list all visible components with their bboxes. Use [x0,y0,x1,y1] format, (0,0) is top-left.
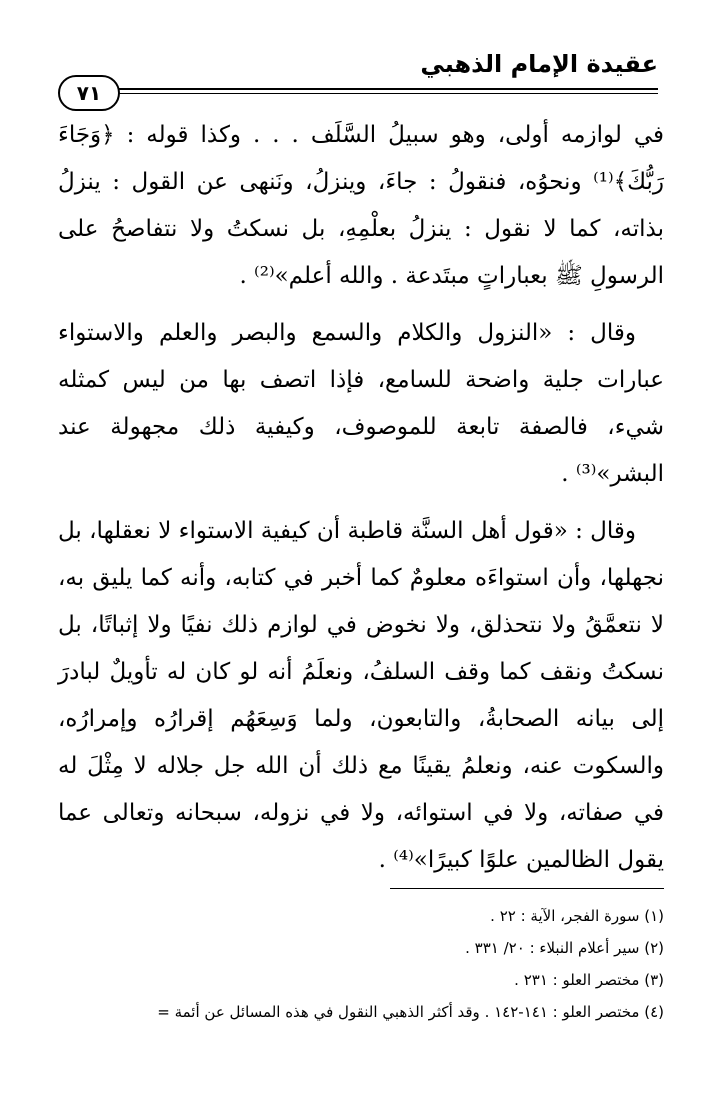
footnote-separator [390,888,664,889]
footnote: (٣) مختصر العلو : ٢٣١ . [514,971,664,989]
paragraph: في لوازمه أولى، وهو سبيلُ السَّلَف . . . وكذا قوله : ﴿وَجَاءَ رَبُّكَ﴾⁽¹⁾ ونحوُه، فنقولُ : جاءَ، وينزلُ، ونَنهى عن القول : ينزلُ بذاته، كما لا نقول : ينزلُ بعلْمِهِ، بل نسكتُ ولا نتفاصحُ على الرسولِ ﷺ بعباراتٍ مبتَدعة . والله أعلم»⁽²⁾ . [58,122,664,289]
main-text [58,112,664,894]
paragraph: وقال : «قول أهل السنَّة قاطبة أن كيفية الاستواء لا نعقلها، بل نجهلها، وأن استواءَه معلومٌ كما أخبر في كتابه، وأنه كما يليق به، لا نتعمَّقُ ولا نتحذلق، ولا نخوض في لوازم ذلك نفيًا ولا إثباتًا، بل نسكتُ ونقف كما وقف السلفُ، ونعلَمُ أنه لو كان له تأويلٌ لبادرَ إلى بيانه الصحابةُ، والتابعون، ولما وَسِعَهُم إقرارُه وإمرارُه، والسكوت عنه، ونعلمُ يقينًا مع ذلك أن الله جل جلاله لا مِثْلَ له في صفاته، ولا في استوائه، ولا في نزوله، سبحانه وتعالى عما يقول الظالمين علوًا كبيرًا»⁽⁴⁾ . [58,518,664,873]
footnote: (٢) سير أعلام النبلاء : ٢٠/ ٣٣١ . [465,939,664,957]
page-header [58,48,658,104]
footnote: (٤) مختصر العلو : ١٤١-١٤٢ . وقد أكثر الذهبي النقول في هذه المسائل عن أئمة = [157,1003,664,1021]
header-rule [98,88,658,94]
book-title: عقيدة الإمام الذهبي [420,50,658,78]
footnotes [58,900,664,1028]
paragraph: وقال : «النزول والكلام والسمع والبصر والعلم والاستواء عبارات جلية واضحة للسامع، فإذا اتصف بها من ليس كمثله شيء، فالصفة تابعة للموصوف، وكيفية ذلك مجهولة عند البشر»⁽³⁾ . [58,320,664,487]
page-number: ٧١ [58,75,120,111]
footnote: (١) سورة الفجر، الآية : ٢٢ . [490,907,664,925]
